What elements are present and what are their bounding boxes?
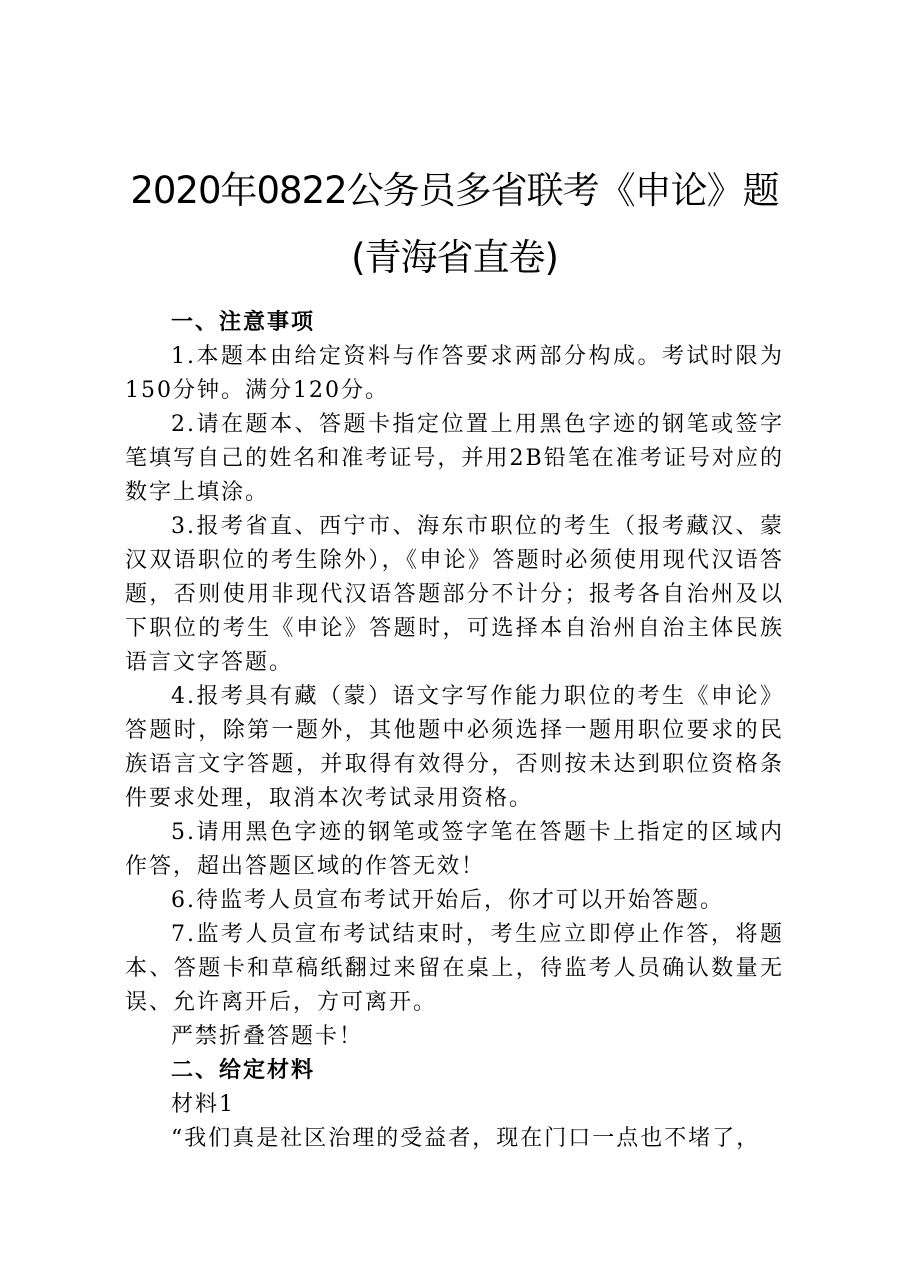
section-heading-notes: 一、注意事项: [171, 310, 316, 335]
note-item-2: 2.请在题本、答题卡指定位置上用黑色字迹的钢笔或签字笔填写自己的姓名和准考证号，并用2B铅笔在准考证号对应的数字上填涂。: [125, 412, 784, 505]
note-item-3: 3.报考省直、西宁市、海东市职位的考生（报考藏汉、蒙汉双语职位的考生除外），《申论》答题时必须使用现代汉语答题，否则使用非现代汉语答题部分不计分；报考各自治州及以下职位的考生《申论》答题时，可选择本自治州自治主体民族语言文字答题。: [125, 514, 784, 675]
document-body: [0, 306, 909, 1156]
note-item-5: 5.请用黑色字迹的钢笔或签字笔在答题卡上指定的区域内作答，超出答题区域的作答无效！: [125, 820, 784, 879]
material-text: “我们真是社区治理的受益者，现在门口一点也不堵了，: [171, 1126, 761, 1151]
document-subtitle: (青海省直卷): [351, 236, 558, 279]
note-item-6: 6.待监考人员宣布考试开始后，你才可以开始答题。: [171, 888, 724, 913]
note-item-1: 1.本题本由给定资料与作答要求两部分构成。考试时限为150分钟。满分120分。: [125, 344, 784, 403]
section-heading-materials: 二、给定材料: [171, 1058, 316, 1083]
note-item-4: 4.报考具有藏（蒙）语文字写作能力职位的考生《申论》答题时，除第一题外，其他题中必须选择一题用职位要求的民族语言文字答题，并取得有效得分，否则按未达到职位资格条件要求处理，取消本次考试录用资格。: [125, 684, 784, 811]
document-title: 2020年0822公务员多省联考《申论》题: [130, 169, 779, 212]
warning-text: 严禁折叠答题卡！: [171, 1024, 364, 1049]
note-item-7: 7.监考人员宣布考试结束时，考生应立即停止作答，将题本、答题卡和草稿纸翻过来留在桌上，待监考人员确认数量无误、允许离开后，方可离开。: [125, 922, 784, 1015]
material-label: 材料1: [171, 1092, 235, 1117]
